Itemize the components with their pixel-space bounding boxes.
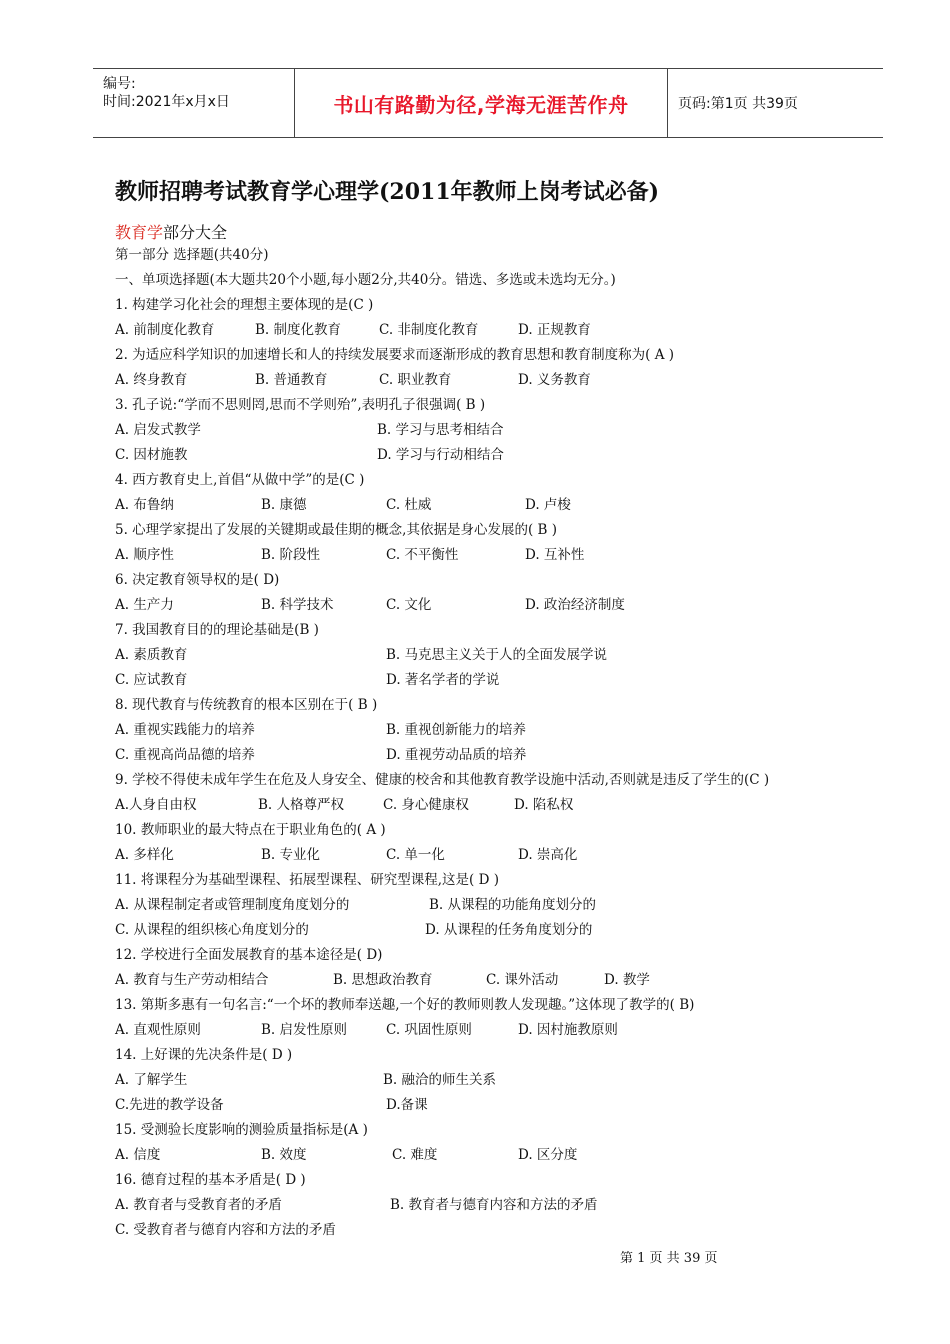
answer-option: A. 多样化 — [115, 847, 174, 863]
answer-option: D. 卢梭 — [525, 497, 571, 513]
answer-option: A. 布鲁纳 — [115, 497, 174, 513]
options-row — [115, 668, 855, 693]
options-row — [115, 1193, 855, 1218]
question-stem: 16. 德育过程的基本矛盾是( D ) — [115, 1172, 306, 1188]
answer-option: C. 从课程的组织核心角度划分的 — [115, 922, 309, 938]
question-stem: 5. 心理学家提出了发展的关键期或最佳期的概念,其依据是身心发展的( B ) — [115, 522, 557, 538]
instructions: 一、单项选择题(本大题共20个小题,每小题2分,共40分。错选、多选或未选均无分。) — [115, 272, 616, 288]
answer-option: B. 教育者与德育内容和方法的矛盾 — [390, 1197, 598, 1213]
question-stem: 8. 现代教育与传统教育的根本区别在于( B ) — [115, 697, 378, 713]
doc-number-label: 编号: — [103, 76, 136, 92]
answer-option: A. 终身教育 — [115, 372, 188, 388]
answer-option: D. 政治经济制度 — [525, 597, 625, 613]
answer-option: A. 素质教育 — [115, 647, 188, 663]
page-info: 页码:第1页 共39页 — [678, 96, 798, 112]
answer-option: A.人身自由权 — [115, 797, 197, 813]
answer-option: A. 前制度化教育 — [115, 322, 215, 338]
answer-option: D. 教学 — [604, 972, 650, 988]
part-heading: 第一部分 选择题(共40分) — [115, 247, 269, 263]
answer-option: B. 制度化教育 — [255, 322, 342, 338]
answer-option: A. 从课程制定者或管理制度角度划分的 — [115, 897, 350, 913]
question-stem: 3. 孔子说:“学而不思则罔,思而不学则殆”,表明孔子很强调( B ) — [115, 397, 486, 413]
motto-text: 书山有路勤为径,学海无涯苦作舟 — [333, 92, 629, 117]
answer-option: D. 互补性 — [525, 547, 585, 563]
question-stem: 7. 我国教育目的的理论基础是(B ) — [115, 622, 319, 638]
question-stem: 15. 受测验长度影响的测验质量指标是(A ) — [115, 1122, 368, 1138]
options-row — [115, 593, 855, 618]
answer-option: C. 不平衡性 — [386, 547, 459, 563]
answer-option: D. 学习与行动相结合 — [377, 447, 504, 463]
options-row — [115, 743, 855, 768]
answer-option: A. 直观性原则 — [115, 1022, 201, 1038]
answer-option: B. 康德 — [261, 497, 307, 513]
options-row — [115, 793, 855, 818]
answer-option: D.备课 — [386, 1097, 428, 1113]
answer-option: D. 因村施教原则 — [518, 1022, 618, 1038]
options-row — [115, 368, 855, 393]
answer-option: D. 从课程的任务角度划分的 — [425, 922, 593, 938]
options-row — [115, 893, 855, 918]
answer-option: A. 启发式教学 — [115, 422, 201, 438]
question-stem: 2. 为适应科学知识的加速增长和人的持续发展要求而逐渐形成的教育思想和教育制度称为( A ) — [115, 347, 675, 363]
question-stem: 11. 将课程分为基础型课程、拓展型课程、研究型课程,这是( D ) — [115, 872, 499, 888]
answer-option: A. 信度 — [115, 1147, 161, 1163]
answer-option: D. 重视劳动品质的培养 — [386, 747, 527, 763]
options-row — [115, 1018, 855, 1043]
answer-option: C. 重视高尚品德的培养 — [115, 747, 255, 763]
subtitle-rest: 部分大全 — [163, 223, 228, 242]
answer-option: D. 著名学者的学说 — [386, 672, 500, 688]
answer-option: C. 应试教育 — [115, 672, 188, 688]
answer-option: C. 文化 — [386, 597, 432, 613]
answer-option: C. 受教育者与德育内容和方法的矛盾 — [115, 1222, 336, 1238]
question-list — [115, 243, 855, 1243]
options-row — [115, 418, 855, 443]
options-row — [115, 1143, 855, 1168]
options-row — [115, 493, 855, 518]
question-stem: 14. 上好课的先决条件是( D ) — [115, 1047, 293, 1063]
options-row — [115, 918, 855, 943]
answer-option: B. 效度 — [261, 1147, 307, 1163]
answer-option: A. 了解学生 — [115, 1072, 188, 1088]
answer-option: D. 义务教育 — [518, 372, 591, 388]
answer-option: D. 陷私权 — [514, 797, 574, 813]
answer-option: B. 学习与思考相结合 — [377, 422, 504, 438]
options-row — [115, 1218, 855, 1243]
answer-option: B. 马克思主义关于人的全面发展学说 — [386, 647, 608, 663]
answer-option: C. 因材施教 — [115, 447, 188, 463]
question-stem: 1. 构建学习化社会的理想主要体现的是(C ) — [115, 297, 374, 313]
options-row — [115, 843, 855, 868]
answer-option: B. 专业化 — [261, 847, 321, 863]
question-stem: 6. 决定教育领导权的是( D) — [115, 572, 280, 588]
question-stem: 13. 第斯多惠有一句名言:“一个坏的教师奉送趣,一个好的教师则教人发现趣。”这体现了教学的( B) — [115, 997, 695, 1013]
header-table — [93, 68, 883, 138]
answer-option: B. 启发性原则 — [261, 1022, 348, 1038]
answer-option: D. 正规教育 — [518, 322, 591, 338]
doc-time-label: 时间:2021年x月x日 — [103, 94, 230, 110]
answer-option: C. 杜威 — [386, 497, 432, 513]
options-row — [115, 318, 855, 343]
answer-option: C.先进的教学设备 — [115, 1097, 224, 1113]
question-stem: 10. 教师职业的最大特点在于职业角色的( A ) — [115, 822, 386, 838]
question-stem: 4. 西方教育史上,首倡“从做中学”的是(C ) — [115, 472, 365, 488]
answer-option: B. 重视创新能力的培养 — [386, 722, 527, 738]
answer-option: A. 顺序性 — [115, 547, 174, 563]
answer-option: B. 阶段性 — [261, 547, 321, 563]
document-title: 教师招聘考试教育学心理学(2011年教师上岗考试必备) — [115, 179, 660, 205]
header-motto-cell — [295, 69, 668, 137]
answer-option: B. 人格尊严权 — [258, 797, 345, 813]
options-row — [115, 718, 855, 743]
options-row — [115, 968, 855, 993]
answer-option: D. 崇高化 — [518, 847, 578, 863]
answer-option: B. 思想政治教育 — [333, 972, 433, 988]
header-meta-cell — [93, 69, 295, 137]
page-footer: 第 1 页 共 39 页 — [620, 1251, 718, 1266]
answer-option: C. 单一化 — [386, 847, 445, 863]
question-stem: 9. 学校不得使未成年学生在危及人身安全、健康的校舍和其他教育教学设施中活动,否则就是违反了学生的(C ) — [115, 772, 770, 788]
answer-option: B. 科学技术 — [261, 597, 334, 613]
answer-option: C. 非制度化教育 — [379, 322, 479, 338]
answer-option: A. 教育与生产劳动相结合 — [115, 972, 269, 988]
answer-option: B. 普通教育 — [255, 372, 328, 388]
answer-option: C. 巩固性原则 — [386, 1022, 472, 1038]
answer-option: C. 职业教育 — [379, 372, 452, 388]
options-row — [115, 543, 855, 568]
answer-option: A. 重视实践能力的培养 — [115, 722, 255, 738]
answer-option: A. 生产力 — [115, 597, 174, 613]
answer-option: C. 难度 — [392, 1147, 438, 1163]
header-page-cell — [668, 69, 883, 137]
answer-option: B. 从课程的功能角度划分的 — [429, 897, 597, 913]
subtitle-highlight: 教育学 — [115, 223, 164, 242]
answer-option: C. 身心健康权 — [383, 797, 469, 813]
section-subtitle — [115, 220, 227, 243]
options-row — [115, 1068, 855, 1093]
answer-option: B. 融洽的师生关系 — [383, 1072, 497, 1088]
answer-option: A. 教育者与受教育者的矛盾 — [115, 1197, 282, 1213]
answer-option: C. 课外活动 — [486, 972, 559, 988]
question-stem: 12. 学校进行全面发展教育的基本途径是( D) — [115, 947, 383, 963]
options-row — [115, 443, 855, 468]
answer-option: D. 区分度 — [518, 1147, 578, 1163]
options-row — [115, 643, 855, 668]
options-row — [115, 1093, 855, 1118]
